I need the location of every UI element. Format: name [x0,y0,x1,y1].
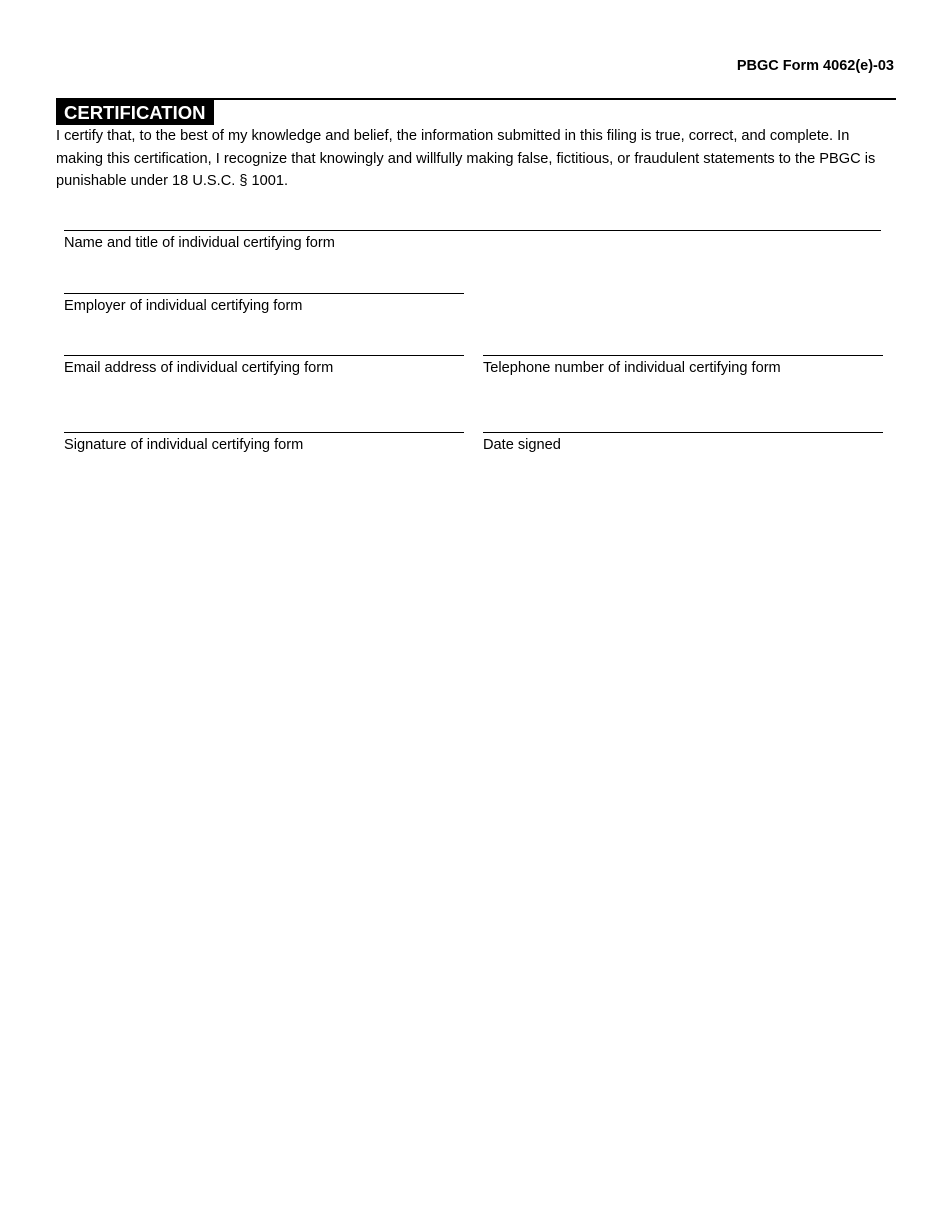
name-title-line[interactable] [64,216,881,231]
employer-field[interactable] [64,279,464,314]
certification-statement: I certify that, to the best of my knowledge and belief, the information submitted in this filing is true, correct, and complete. In making this certification, I recognize that knowingly and willfully making false, fictitious, or fraudulent statements to the PBGC is punishable under 18 U.S.C. § 1001. [56,128,876,189]
email-field[interactable] [64,341,464,376]
signature-line[interactable] [64,418,464,433]
email-label: Email address of individual certifying form [64,360,334,376]
date-signed-line[interactable] [483,418,883,433]
telephone-line[interactable] [483,341,883,356]
employer-label: Employer of individual certifying form [64,298,303,314]
signature-label: Signature of individual certifying form [64,437,304,453]
telephone-field[interactable] [483,341,883,376]
email-line[interactable] [64,341,464,356]
employer-line[interactable] [64,279,464,294]
date-signed-field[interactable] [483,418,883,453]
section-title: CERTIFICATION [56,100,214,125]
telephone-label: Telephone number of individual certifying form [483,360,781,376]
date-signed-label: Date signed [483,437,561,453]
signature-field[interactable] [64,418,464,453]
name-title-field[interactable] [64,216,881,251]
form-number: PBGC Form 4062(e)-03 [736,58,894,74]
name-title-label: Name and title of individual certifying form [64,235,335,251]
